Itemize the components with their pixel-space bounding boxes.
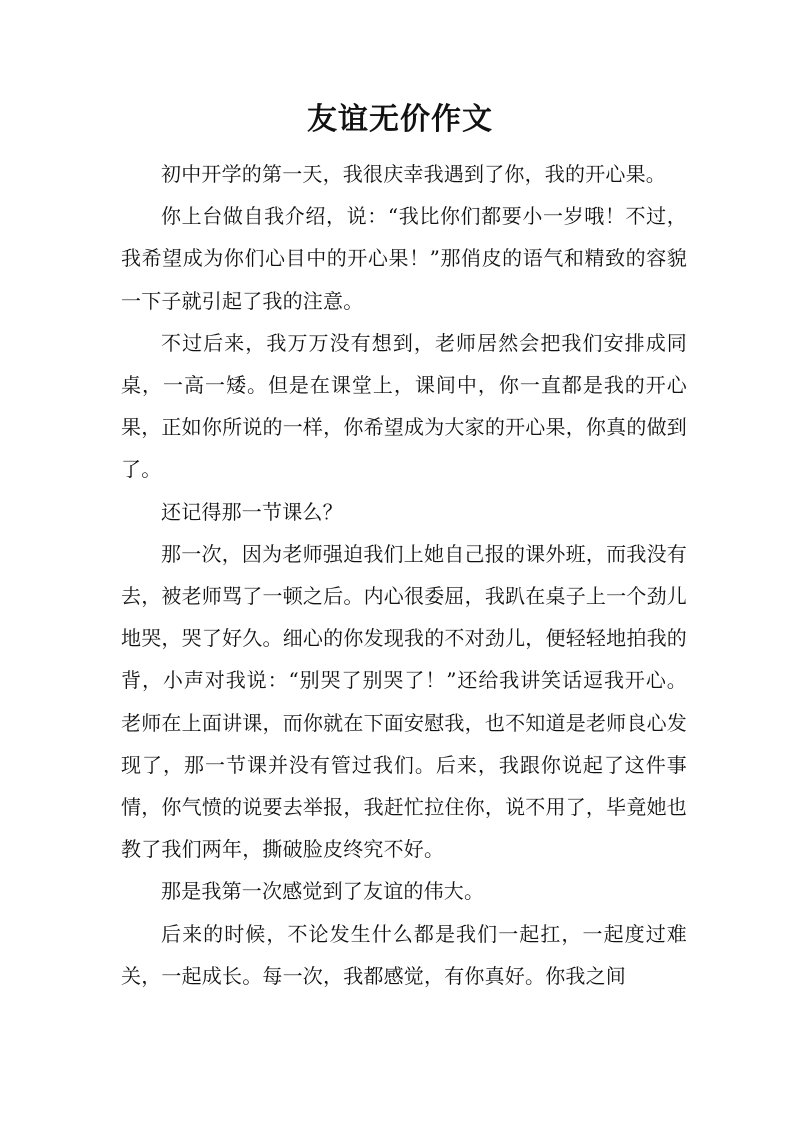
paragraph-1: 初中开学的第一天，我很庆幸我遇到了你，我的开心果。 xyxy=(161,162,666,186)
paragraph-3: 不过后来，我万万没有想到，老师居然会把我们安排成同桌，一高一矮。但是在课堂上，课间中，你一直都是我的开心果，正如你所说的一样，你希望成为大家的开心果，你真的做到了。 xyxy=(121,330,687,482)
document-body xyxy=(121,153,687,997)
paragraph-7: 后来的时候，不论发生什么都是我们一起扛，一起度过难关，一起成长。每一次，我都感觉，有你真好。你我之间 xyxy=(121,921,687,988)
paragraph-4: 还记得那一节课么？ xyxy=(161,499,343,524)
paragraph-2: 你上台做自我介绍，说：“我比你们都要小一岁哦！不过，我希望成为你们心目中的开心果！”那俏皮的语气和精致的容貌一下子就引起了我的注意。 xyxy=(121,204,687,313)
paragraph-5: 那一次，因为老师强迫我们上她自己报的课外班，而我没有去，被老师骂了一顿之后。内心很委屈，我趴在桌子上一个劲儿地哭，哭了好久。细心的你发现我的不对劲儿，便轻轻地拍我的背，小声对我说：“别哭了别哭了！”还给我讲笑话逗我开心。老师在上面讲课，而你就在下面安慰我，也不知道是老师良心发现了，那一节课并没有管过我们。后来，我跟你说起了这件事情，你气愤的说要去举报，我赶忙拉住你，说不用了，毕竟她也教了我们两年，撕破脸皮终究不好。 xyxy=(121,541,687,862)
paragraph-6: 那是我第一次感觉到了友谊的伟大。 xyxy=(161,879,485,904)
document-title: 友谊无价作文 xyxy=(307,102,493,137)
